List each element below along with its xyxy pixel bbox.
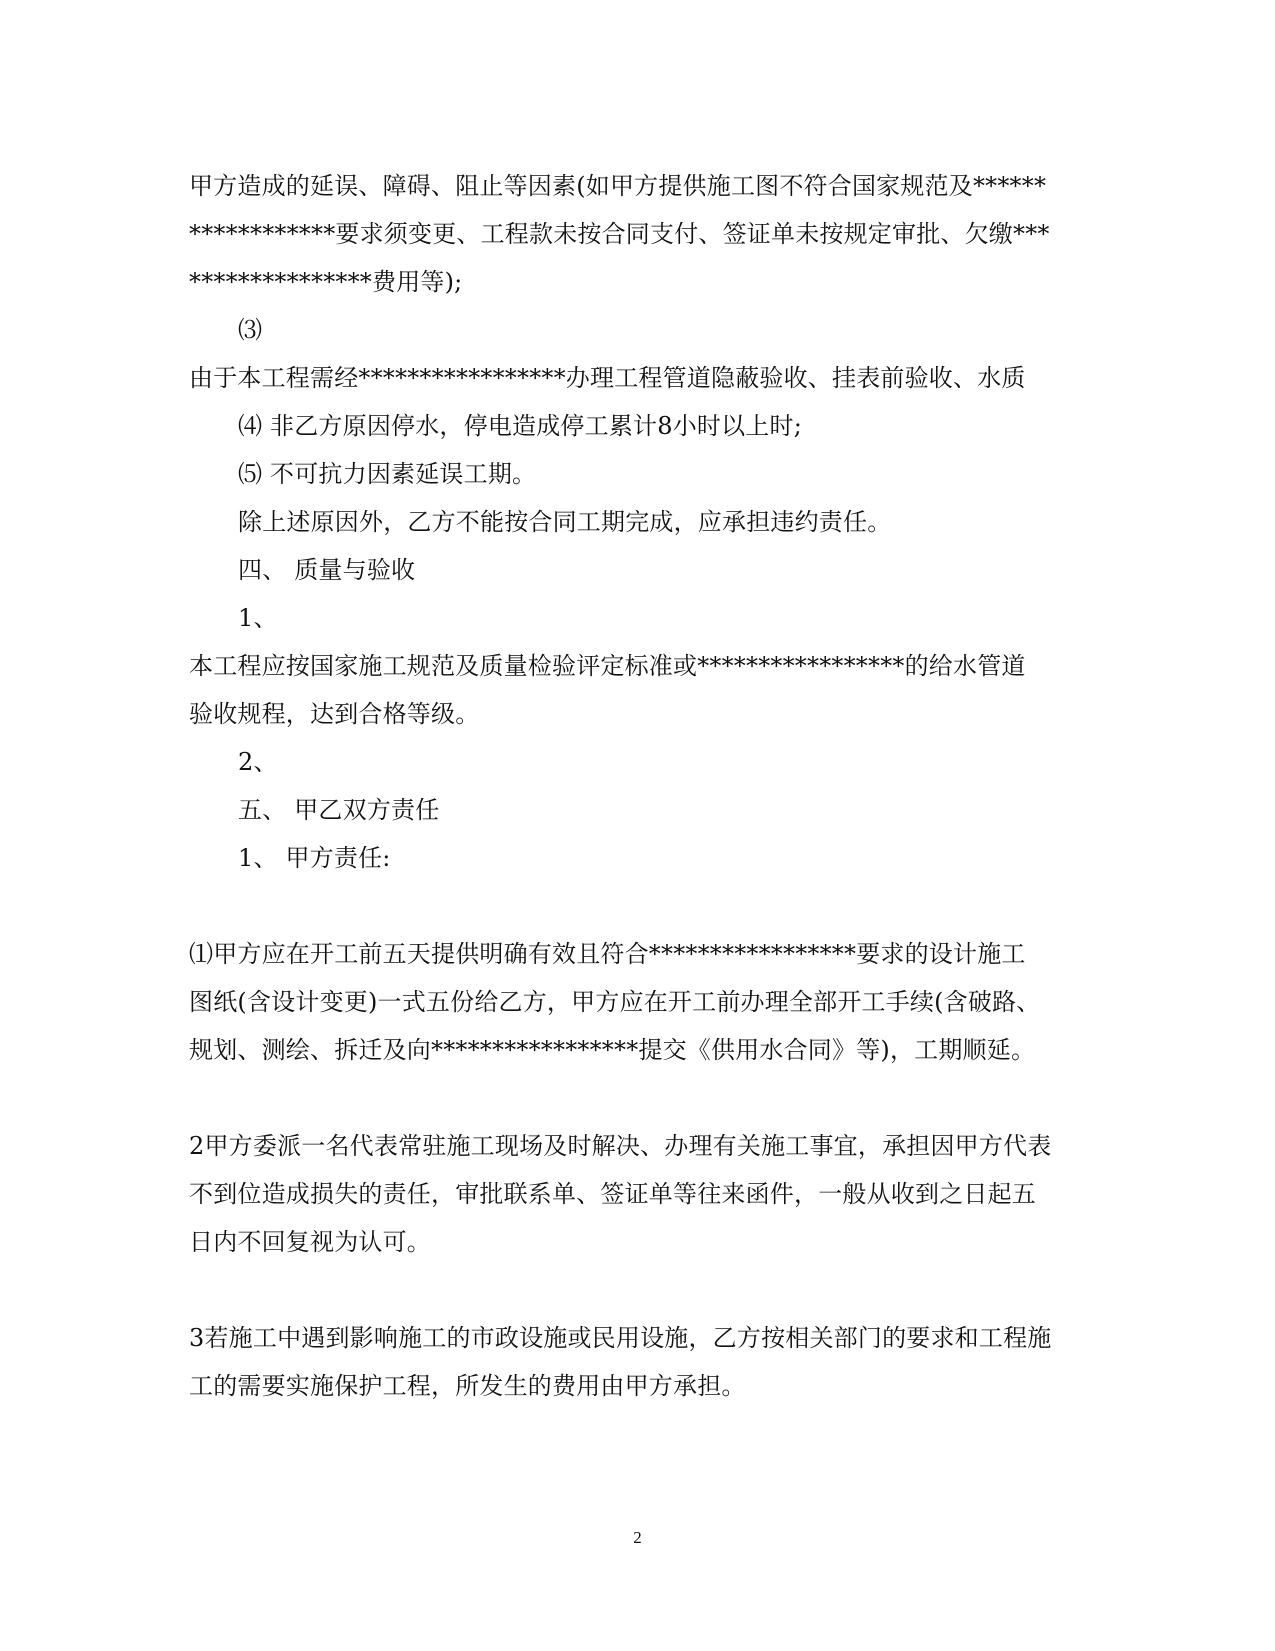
text-line-17: 图纸(含设计变更)一式五份给乙方，甲方应在开工前办理全部开工手续(含破路、 (189, 988, 1041, 1016)
section-heading-4: 四、 质量与验收 (238, 556, 416, 584)
breach-clause: 除上述原因外，乙方不能按合同工期完成，应承担违约责任。 (238, 508, 892, 536)
text-line-3: ***************费用等); (189, 268, 463, 296)
page-number: 2 (633, 1528, 642, 1547)
text-line-18: 规划、测绘、拆迁及向*****************提交《供用水合同》等)，工期顺延。 (189, 1036, 1036, 1064)
item-number-1: 1、 (238, 604, 278, 632)
text-line-22: 3若施工中遇到影响施工的市政设施或民用设施，乙方按相关部门的要求和工程施 (189, 1324, 1052, 1352)
text-line-16: ⑴甲方应在开工前五天提供明确有效且符合*****************要求的设计施工 (189, 940, 1026, 968)
text-line-19: 2甲方委派一名代表常驻施工现场及时解决、办理有关施工事宜，承担因甲方代表 (189, 1132, 1052, 1160)
item-number-2: 2、 (238, 748, 278, 776)
subsection-heading-party-a: 1、 甲方责任: (238, 844, 391, 872)
section-heading-5: 五、 甲乙双方责任 (238, 796, 440, 824)
text-line-1: 甲方造成的延误、障碍、阻止等因素(如甲方提供施工图不符合国家规范及****** (189, 172, 1047, 200)
item-5: ⑸ 不可抗力因素延误工期。 (238, 460, 537, 488)
text-line-12: 验收规程，达到合格等级。 (189, 700, 480, 728)
text-line-5: 由于本工程需经*****************办理工程管道隐蔽验收、挂表前验收、水质 (189, 364, 1026, 392)
text-line-21: 日内不回复视为认可。 (189, 1228, 431, 1256)
text-line-11: 本工程应按国家施工规范及质量检验评定标准或*****************的给水管道 (189, 652, 1026, 680)
text-line-2: ************要求须变更、工程款未按合同支付、签证单未按规定审批、欠缴*** (189, 220, 1050, 248)
item-4: ⑷ 非乙方原因停水，停电造成停工累计8小时以上时; (238, 412, 802, 440)
text-line-20: 不到位造成损失的责任，审批联系单、签证单等往来函件，一般从收到之日起五 (189, 1180, 1036, 1208)
item-3-marker: ⑶ (238, 316, 263, 344)
text-line-23: 工的需要实施保护工程，所发生的费用由甲方承担。 (189, 1372, 746, 1400)
